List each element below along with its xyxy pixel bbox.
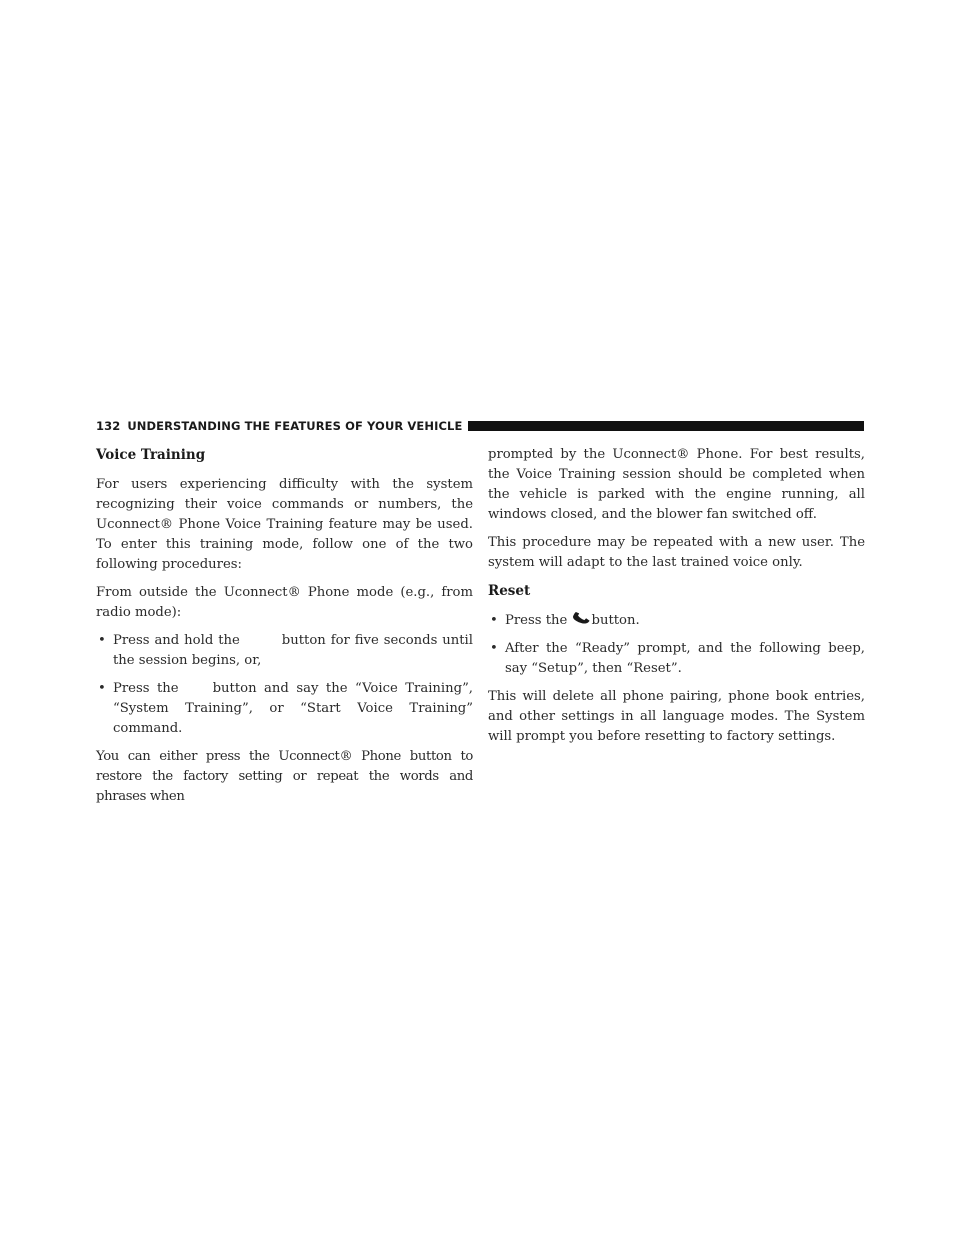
bullet-icon: • [490, 641, 498, 656]
list-item [488, 639, 865, 679]
step-text-end: button and say the “Voice Training”, “System Training”, or “Start Voice Training” command. [113, 681, 473, 736]
bullet-icon: • [98, 633, 106, 648]
step-text: After the “Ready” prompt, and the following beep, say “Setup”, then “Reset”. [505, 641, 865, 676]
page-number: 132 [96, 419, 121, 433]
reset-heading: Reset [488, 583, 531, 599]
list-item [96, 631, 473, 671]
list-item [488, 611, 865, 631]
reset-warning-text: This will delete all phone pairing, phone book entries, and other settings in all language modes. The System will prompt you before resetting to factory settings. [488, 689, 865, 744]
list-item [96, 679, 473, 739]
header-rule [468, 421, 864, 431]
left-column [96, 445, 473, 815]
section-title: UNDERSTANDING THE FEATURES OF YOUR VEHICLE [127, 419, 463, 433]
outside-mode-text: From outside the Uconnect® Phone mode (e.g., from radio mode): [96, 585, 473, 620]
right-column [488, 445, 865, 755]
step-text-end: button for five seconds until the session begins, or, [113, 633, 473, 668]
restore-text: You can either press the Uconnect® Phone button to restore the factory setting or repeat the words and phrases when [96, 749, 473, 804]
voice-training-continued: prompted by the Uconnect® Phone. For best results, the Voice Training session should be completed when the vehicle is parked with the engine running, all windows closed, and the blower fan switched off. [488, 447, 865, 522]
step-text-start: Press the [113, 681, 179, 696]
step-text-start: Press the [505, 613, 568, 628]
step-text-start: Press and hold the [113, 633, 240, 648]
bullet-icon: • [98, 681, 106, 696]
page-header [96, 417, 864, 435]
voice-training-heading: Voice Training [96, 447, 206, 463]
phone-icon [572, 611, 592, 625]
new-user-text: This procedure may be repeated with a new user. The system will adapt to the last trained voice only. [488, 535, 865, 570]
voice-training-intro: For users experiencing difficulty with the system recognizing their voice commands or numbers, the Uconnect® Phone Voice Training feature may be used. To enter this training mode, follow one of the two following procedures: [96, 477, 473, 572]
step-text-end: button. [591, 613, 640, 628]
reset-steps [488, 611, 865, 679]
bullet-icon: • [490, 613, 498, 628]
voice-training-steps [96, 631, 473, 739]
